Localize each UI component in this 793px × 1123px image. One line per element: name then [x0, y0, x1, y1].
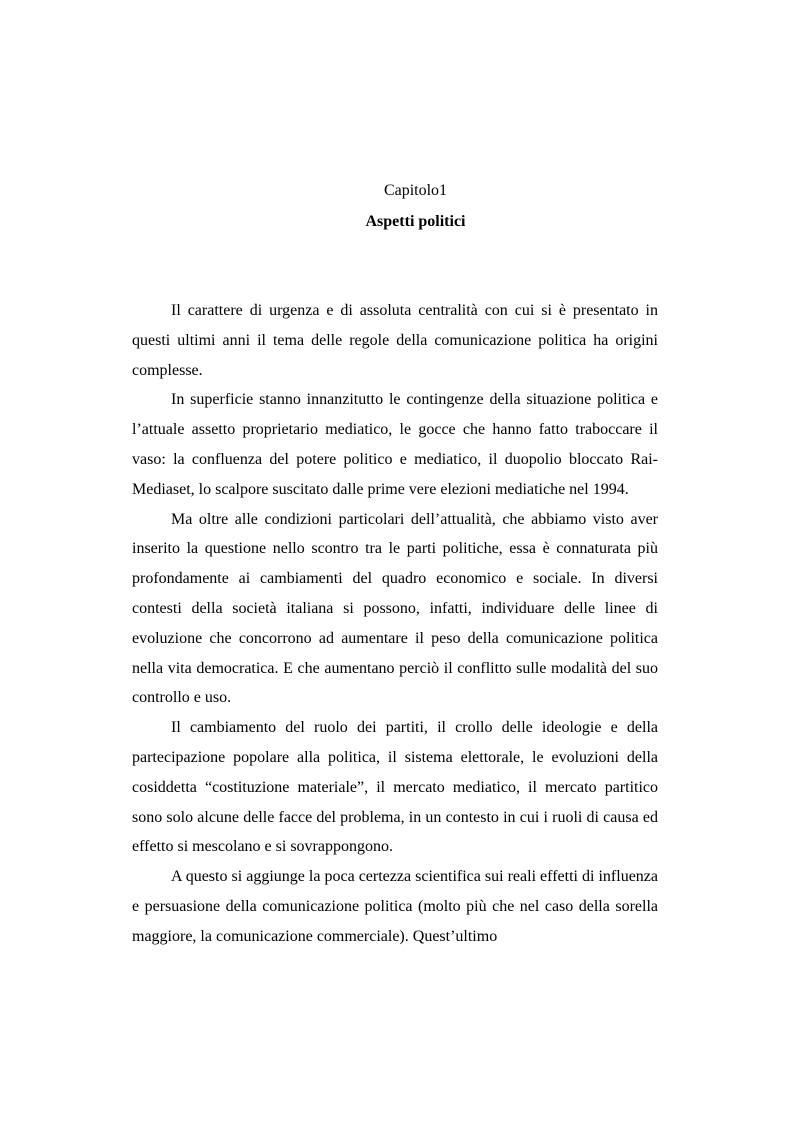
paragraph: In superficie stanno innanzitutto le contingenze della situazione politica e l’attuale assetto proprietario mediatico, le gocce che hanno fatto traboccare il vaso: la confluenza del potere politico e mediatico, il duopolio bloccato Rai-Mediaset, lo scalpore suscitato dalle prime vere elezioni mediatiche nel 1994. — [132, 391, 658, 498]
chapter-label: Capitolo1 — [383, 182, 448, 199]
body-text — [132, 296, 658, 952]
chapter-title: Aspetti politici — [365, 213, 466, 230]
paragraph: Il cambiamento del ruolo dei partiti, il crollo delle ideologie e della partecipazione popolare alla politica, il sistema elettorale, le evoluzioni della cosiddetta “costituzione materiale”, il mercato mediatico, il mercato partitico sono solo alcune delle facce del problema, in un contesto in cui i ruoli di causa ed effetto si mescolano e si sovrappongono. — [132, 719, 658, 856]
paragraph: A questo si aggiunge la poca certezza scientifica sui reali effetti di influenza e persuasione della comunicazione politica (molto più che nel caso della sorella maggiore, la comunicazione commerciale). Quest’ultimo — [132, 868, 658, 945]
paragraph: Il carattere di urgenza e di assoluta centralità con cui si è presentato in questi ultimi anni il tema delle regole della comunicazione politica ha origini complesse. — [132, 302, 658, 379]
paragraph: Ma oltre alle condizioni particolari dell’attualità, che abbiamo visto aver inserito la questione nello scontro tra le parti politiche, essa è connaturata più profondamente ai cambiamenti del quadro economico e sociale. In diversi contesti della società italiana si possono, infatti, individuare delle linee di evoluzione che concorrono ad aumentare il peso della comunicazione politica nella vita democratica. E che aumentano perciò il conflitto sulle modalità del suo controllo e uso. — [132, 510, 658, 707]
